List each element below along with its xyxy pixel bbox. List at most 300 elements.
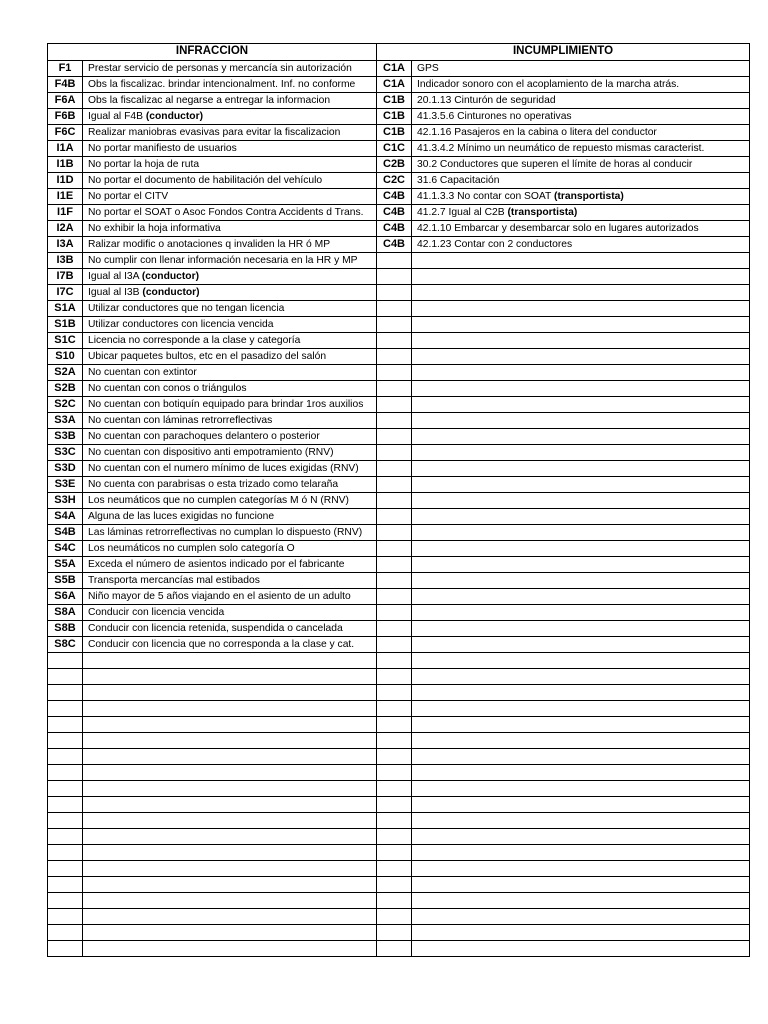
incumplimiento-description xyxy=(412,61,750,77)
incumplimiento-code xyxy=(377,733,412,749)
infraccion-description xyxy=(83,797,377,813)
table-row xyxy=(48,781,750,797)
infraccion-description xyxy=(83,141,377,157)
table-row xyxy=(48,765,750,781)
table-row xyxy=(48,701,750,717)
infraccion-description-text: No portar el SOAT o Asoc Fondos Contra Accidents d Trans. xyxy=(88,206,364,218)
infraccion-description-text: Alguna de las luces exigidas no funcione xyxy=(88,510,275,522)
infraccion-code: I3A xyxy=(48,237,83,253)
incumplimiento-description xyxy=(412,621,750,637)
table-row xyxy=(48,845,750,861)
table-row xyxy=(48,173,750,189)
table-row xyxy=(48,157,750,173)
infraccion-code: S3D xyxy=(48,461,83,477)
infraccion-code xyxy=(48,813,83,829)
incumplimiento-description xyxy=(412,125,750,141)
incumplimiento-code xyxy=(377,717,412,733)
table-row xyxy=(48,813,750,829)
infraccion-code xyxy=(48,669,83,685)
incumplimiento-description xyxy=(412,541,750,557)
infraccion-description-text: No cuentan con el numero mínimo de luces exigidas (RNV) xyxy=(88,462,359,474)
incumplimiento-code xyxy=(377,429,412,445)
infraccion-code: S3B xyxy=(48,429,83,445)
infraccion-description xyxy=(83,445,377,461)
infraccion-description xyxy=(83,669,377,685)
infraccion-description xyxy=(83,781,377,797)
infraccion-description-text: Exceda el número de asientos indicado por el fabricante xyxy=(88,558,345,570)
infraccion-code: I1F xyxy=(48,205,83,221)
incumplimiento-code xyxy=(377,829,412,845)
infraccion-description-text: Igual al F4B xyxy=(88,110,143,122)
table-row xyxy=(48,493,750,509)
table-row xyxy=(48,397,750,413)
infraccion-description-text: Licencia no corresponde a la clase y categoría xyxy=(88,334,301,346)
infraccion-code xyxy=(48,701,83,717)
infraccion-description xyxy=(83,589,377,605)
table-row xyxy=(48,461,750,477)
incumplimiento-code: C1B xyxy=(377,93,412,109)
incumplimiento-description xyxy=(412,637,750,653)
incumplimiento-description xyxy=(412,749,750,765)
incumplimiento-description xyxy=(412,109,750,125)
infraccion-description-bold-note: (conductor) xyxy=(142,286,200,298)
infraccion-description xyxy=(83,477,377,493)
infraccion-code xyxy=(48,797,83,813)
infraccion-code: I1B xyxy=(48,157,83,173)
infraccion-code: S4C xyxy=(48,541,83,557)
incumplimiento-description xyxy=(412,845,750,861)
incumplimiento-code xyxy=(377,621,412,637)
infraccion-description xyxy=(83,493,377,509)
incumplimiento-description xyxy=(412,77,750,93)
infraccion-description-text: Conducir con licencia retenida, suspendida o cancelada xyxy=(88,622,343,634)
table-row xyxy=(48,93,750,109)
infraccion-code: S3A xyxy=(48,413,83,429)
infraccion-description xyxy=(83,397,377,413)
infraccion-code: S1C xyxy=(48,333,83,349)
infraccion-description xyxy=(83,573,377,589)
infraccion-description xyxy=(83,829,377,845)
incumplimiento-description xyxy=(412,413,750,429)
table-row xyxy=(48,269,750,285)
incumplimiento-code: C4B xyxy=(377,205,412,221)
table-row xyxy=(48,909,750,925)
incumplimiento-code xyxy=(377,765,412,781)
infraccion-description xyxy=(83,541,377,557)
incumplimiento-code xyxy=(377,813,412,829)
incumplimiento-code xyxy=(377,861,412,877)
incumplimiento-description xyxy=(412,813,750,829)
incumplimiento-code: C4B xyxy=(377,237,412,253)
infraccion-description xyxy=(83,765,377,781)
infraccion-description-text: No exhibir la hoja informativa xyxy=(88,222,221,234)
infraccion-code: S3H xyxy=(48,493,83,509)
table-row xyxy=(48,589,750,605)
table-row xyxy=(48,253,750,269)
infraccion-description-text: No cuentan con dispositivo anti empotramiento (RNV) xyxy=(88,446,334,458)
incumplimiento-description xyxy=(412,349,750,365)
infraccion-code xyxy=(48,893,83,909)
infraccion-code: F6C xyxy=(48,125,83,141)
incumplimiento-description xyxy=(412,509,750,525)
infraccion-code: I1D xyxy=(48,173,83,189)
infraccion-code xyxy=(48,749,83,765)
infraccion-description xyxy=(83,77,377,93)
infraccion-code: S8A xyxy=(48,605,83,621)
infraccion-description xyxy=(83,893,377,909)
infraccion-description xyxy=(83,365,377,381)
table-row xyxy=(48,413,750,429)
infraccion-code: I3B xyxy=(48,253,83,269)
infraccion-description-text: No cuentan con conos o triángulos xyxy=(88,382,247,394)
incumplimiento-description xyxy=(412,573,750,589)
incumplimiento-code xyxy=(377,525,412,541)
infraccion-code: S2B xyxy=(48,381,83,397)
incumplimiento-description-text: 42.1.16 Pasajeros en la cabina o litera del conductor xyxy=(417,126,657,138)
infraccion-description xyxy=(83,253,377,269)
infraccion-description-text: Utilizar conductores con licencia vencida xyxy=(88,318,274,330)
incumplimiento-description xyxy=(412,909,750,925)
table-row xyxy=(48,621,750,637)
infraccion-description xyxy=(83,349,377,365)
incumplimiento-code xyxy=(377,413,412,429)
table-row xyxy=(48,445,750,461)
table-body xyxy=(48,61,750,957)
infraccion-description xyxy=(83,621,377,637)
table-row xyxy=(48,109,750,125)
infraccion-description xyxy=(83,333,377,349)
incumplimiento-description xyxy=(412,157,750,173)
infraccion-description-text: Obs la fiscalizac al negarse a entregar la informacion xyxy=(88,94,331,106)
table-row xyxy=(48,925,750,941)
infraccion-code xyxy=(48,845,83,861)
table-row xyxy=(48,573,750,589)
incumplimiento-description-text: 41.3.4.2 Mínimo un neumático de repuesto mismas caracterist. xyxy=(417,142,705,154)
infraccion-code: F6A xyxy=(48,93,83,109)
incumplimiento-code xyxy=(377,605,412,621)
table-header-row xyxy=(48,44,750,61)
incumplimiento-description xyxy=(412,701,750,717)
table-row xyxy=(48,637,750,653)
incumplimiento-description xyxy=(412,333,750,349)
incumplimiento-code xyxy=(377,365,412,381)
infraccion-description-text: No cuentan con parachoques delantero o posterior xyxy=(88,430,320,442)
infraccion-description-bold-note: (conductor) xyxy=(141,270,200,282)
incumplimiento-code xyxy=(377,669,412,685)
table-row xyxy=(48,61,750,77)
incumplimiento-description-text: 41.2.7 Igual al C2B xyxy=(417,206,505,218)
infraccion-code: S2C xyxy=(48,397,83,413)
infraccion-code xyxy=(48,925,83,941)
infraccion-description-text: No cumplir con llenar información necesaria en la HR y MP xyxy=(88,254,358,266)
incumplimiento-code xyxy=(377,509,412,525)
infraccion-description-text: Realizar maniobras evasivas para evitar la fiscalizacion xyxy=(88,126,341,138)
incumplimiento-description xyxy=(412,93,750,109)
table-row xyxy=(48,285,750,301)
incumplimiento-description-bold-note: (transportista) xyxy=(554,190,624,202)
infraccion-code: I2A xyxy=(48,221,83,237)
infraccion-code: I1E xyxy=(48,189,83,205)
infraccion-description-text: No portar el documento de habilitación del vehículo xyxy=(88,174,323,186)
incumplimiento-description xyxy=(412,253,750,269)
incumplimiento-description-bold-note: (transportista) xyxy=(507,206,578,218)
header-incumplimiento: INCUMPLIMIENTO xyxy=(377,44,750,61)
infraccion-code xyxy=(48,765,83,781)
table-row xyxy=(48,525,750,541)
incumplimiento-code xyxy=(377,333,412,349)
infraction-table xyxy=(47,43,750,957)
incumplimiento-description xyxy=(412,765,750,781)
incumplimiento-description xyxy=(412,685,750,701)
infraccion-code: S8C xyxy=(48,637,83,653)
incumplimiento-code: C1A xyxy=(377,61,412,77)
incumplimiento-code xyxy=(377,477,412,493)
infraccion-description xyxy=(83,205,377,221)
infraccion-code xyxy=(48,717,83,733)
incumplimiento-description xyxy=(412,237,750,253)
infraccion-code: S5A xyxy=(48,557,83,573)
table-row xyxy=(48,861,750,877)
incumplimiento-code xyxy=(377,397,412,413)
infraccion-description-text: No portar la hoja de ruta xyxy=(88,158,200,170)
incumplimiento-code: C2B xyxy=(377,157,412,173)
table-row xyxy=(48,541,750,557)
table-row xyxy=(48,125,750,141)
infraccion-description xyxy=(83,941,377,957)
table-row xyxy=(48,877,750,893)
table-row xyxy=(48,77,750,93)
incumplimiento-description-text: 20.1.13 Cinturón de seguridad xyxy=(417,94,556,106)
infraccion-description xyxy=(83,109,377,125)
infraccion-code: S4A xyxy=(48,509,83,525)
infraccion-description-text: Ubicar paquetes bultos, etc en el pasadizo del salón xyxy=(88,350,327,362)
incumplimiento-description xyxy=(412,669,750,685)
infraccion-description-text: No cuentan con láminas retrorreflectivas xyxy=(88,414,273,426)
incumplimiento-description xyxy=(412,141,750,157)
incumplimiento-code: C4B xyxy=(377,221,412,237)
infraccion-description-text: Prestar servicio de personas y mercancía sin autorización xyxy=(88,62,352,74)
infraccion-description xyxy=(83,125,377,141)
infraccion-description xyxy=(83,525,377,541)
incumplimiento-description xyxy=(412,589,750,605)
incumplimiento-code xyxy=(377,845,412,861)
table-row xyxy=(48,509,750,525)
infraccion-code: S2A xyxy=(48,365,83,381)
incumplimiento-description-text: 41.3.5.6 Cinturones no operativas xyxy=(417,110,572,122)
incumplimiento-code xyxy=(377,269,412,285)
infraccion-description-bold-note: (conductor) xyxy=(145,110,204,122)
incumplimiento-description xyxy=(412,461,750,477)
table-row xyxy=(48,365,750,381)
infraccion-description-text: Conducir con licencia que no corresponda a la clase y cat. xyxy=(88,638,355,650)
infraccion-description xyxy=(83,733,377,749)
infraccion-code: I1A xyxy=(48,141,83,157)
incumplimiento-description xyxy=(412,877,750,893)
infraccion-code xyxy=(48,877,83,893)
table-row xyxy=(48,717,750,733)
incumplimiento-description-text: Indicador sonoro con el acoplamiento de la marcha atrás. xyxy=(417,78,680,90)
infraccion-description xyxy=(83,861,377,877)
infraccion-description xyxy=(83,653,377,669)
table-row xyxy=(48,557,750,573)
infraccion-description-text: Obs la fiscalizac. brindar intencionalment. Inf. no conforme xyxy=(88,78,356,90)
incumplimiento-description xyxy=(412,781,750,797)
infraccion-description xyxy=(83,557,377,573)
incumplimiento-description xyxy=(412,605,750,621)
infraccion-code: S3E xyxy=(48,477,83,493)
incumplimiento-code xyxy=(377,653,412,669)
infraccion-code: F6B xyxy=(48,109,83,125)
infraccion-description-text: Las láminas retrorreflectivas no cumplan lo dispuesto (RNV) xyxy=(88,526,363,538)
infraccion-code: S4B xyxy=(48,525,83,541)
infraccion-description xyxy=(83,429,377,445)
infraccion-description-text: Niño mayor de 5 años viajando en el asiento de un adulto xyxy=(88,590,351,602)
table-row xyxy=(48,653,750,669)
incumplimiento-code xyxy=(377,925,412,941)
incumplimiento-description xyxy=(412,525,750,541)
infraccion-description xyxy=(83,637,377,653)
incumplimiento-description xyxy=(412,493,750,509)
incumplimiento-code: C1A xyxy=(377,77,412,93)
table-row xyxy=(48,893,750,909)
incumplimiento-code xyxy=(377,573,412,589)
incumplimiento-description xyxy=(412,925,750,941)
incumplimiento-description xyxy=(412,221,750,237)
infraccion-description xyxy=(83,701,377,717)
incumplimiento-description xyxy=(412,429,750,445)
incumplimiento-code xyxy=(377,445,412,461)
incumplimiento-description xyxy=(412,829,750,845)
incumplimiento-code xyxy=(377,797,412,813)
infraccion-description-text: No cuentan con extintor xyxy=(88,366,197,378)
incumplimiento-description-text: 41.1.3.3 No contar con SOAT xyxy=(417,190,552,202)
incumplimiento-code xyxy=(377,253,412,269)
table-row xyxy=(48,829,750,845)
infraccion-description-text: Utilizar conductores que no tengan licencia xyxy=(88,302,285,314)
infraccion-description-text: No portar el CITV xyxy=(88,190,169,202)
table-row xyxy=(48,797,750,813)
infraccion-description xyxy=(83,813,377,829)
incumplimiento-description xyxy=(412,557,750,573)
infraccion-description-text: Ralizar modific o anotaciones q invaliden la HR ó MP xyxy=(88,238,331,250)
infraccion-description-text: Conducir con licencia vencida xyxy=(88,606,225,618)
incumplimiento-description-text: GPS xyxy=(417,62,439,74)
infraccion-description xyxy=(83,925,377,941)
incumplimiento-code xyxy=(377,941,412,957)
infraccion-code: S10 xyxy=(48,349,83,365)
infraccion-description xyxy=(83,269,377,285)
incumplimiento-code xyxy=(377,301,412,317)
infraccion-description xyxy=(83,173,377,189)
infraccion-code: I7C xyxy=(48,285,83,301)
infraccion-description xyxy=(83,285,377,301)
incumplimiento-description-text: 42.1.10 Embarcar y desembarcar solo en lugares autorizados xyxy=(417,222,699,234)
table-row xyxy=(48,605,750,621)
table-row xyxy=(48,477,750,493)
infraccion-description-text: Igual al I3B xyxy=(88,286,140,298)
incumplimiento-description xyxy=(412,397,750,413)
incumplimiento-code: C4B xyxy=(377,189,412,205)
infraccion-code: S1B xyxy=(48,317,83,333)
incumplimiento-code: C2C xyxy=(377,173,412,189)
incumplimiento-code xyxy=(377,349,412,365)
infraccion-description xyxy=(83,157,377,173)
infraccion-description xyxy=(83,749,377,765)
incumplimiento-code xyxy=(377,493,412,509)
infraccion-code xyxy=(48,685,83,701)
incumplimiento-description xyxy=(412,861,750,877)
incumplimiento-description-text: 31.6 Capacitación xyxy=(417,174,500,186)
incumplimiento-code xyxy=(377,637,412,653)
infraccion-description xyxy=(83,877,377,893)
infraccion-code: S6A xyxy=(48,589,83,605)
infraction-table-container xyxy=(47,43,749,957)
incumplimiento-code xyxy=(377,461,412,477)
infraccion-code: S1A xyxy=(48,301,83,317)
infraccion-description xyxy=(83,381,377,397)
incumplimiento-code xyxy=(377,285,412,301)
table-row xyxy=(48,733,750,749)
incumplimiento-description-text: 30.2 Conductores que superen el límite de horas al conducir xyxy=(417,158,693,170)
incumplimiento-description xyxy=(412,365,750,381)
incumplimiento-description xyxy=(412,653,750,669)
header-infraccion: INFRACCION xyxy=(48,44,377,61)
infraccion-description-text: No cuenta con parabrisas o esta trizado como telaraña xyxy=(88,478,339,490)
incumplimiento-code xyxy=(377,877,412,893)
infraccion-code: F1 xyxy=(48,61,83,77)
incumplimiento-code xyxy=(377,685,412,701)
incumplimiento-code xyxy=(377,541,412,557)
table-row xyxy=(48,669,750,685)
infraccion-description xyxy=(83,61,377,77)
incumplimiento-description xyxy=(412,317,750,333)
incumplimiento-code xyxy=(377,781,412,797)
table-row xyxy=(48,333,750,349)
table-row xyxy=(48,941,750,957)
infraccion-description-text: No cuentan con botiquín equipado para brindar 1ros auxilios xyxy=(88,398,364,410)
infraccion-description xyxy=(83,685,377,701)
incumplimiento-description xyxy=(412,893,750,909)
infraccion-code xyxy=(48,653,83,669)
incumplimiento-description xyxy=(412,269,750,285)
incumplimiento-code xyxy=(377,749,412,765)
table-row xyxy=(48,381,750,397)
incumplimiento-code xyxy=(377,317,412,333)
incumplimiento-description xyxy=(412,445,750,461)
infraccion-code: S8B xyxy=(48,621,83,637)
infraccion-code: F4B xyxy=(48,77,83,93)
table-row xyxy=(48,205,750,221)
infraccion-description-text: Transporta mercancías mal estibados xyxy=(88,574,260,586)
infraccion-description xyxy=(83,301,377,317)
incumplimiento-description xyxy=(412,381,750,397)
infraccion-code xyxy=(48,909,83,925)
infraccion-code xyxy=(48,861,83,877)
infraccion-description xyxy=(83,509,377,525)
incumplimiento-code xyxy=(377,381,412,397)
infraccion-description xyxy=(83,845,377,861)
incumplimiento-description xyxy=(412,941,750,957)
incumplimiento-code: C1B xyxy=(377,109,412,125)
incumplimiento-code xyxy=(377,893,412,909)
table-row xyxy=(48,141,750,157)
table-row xyxy=(48,429,750,445)
infraccion-code: I7B xyxy=(48,269,83,285)
incumplimiento-code: C1C xyxy=(377,141,412,157)
infraccion-description-text: Los neumáticos no cumplen solo categoría O xyxy=(88,542,295,554)
infraccion-description-text: Igual al I3A xyxy=(88,270,139,282)
infraccion-code: S3C xyxy=(48,445,83,461)
